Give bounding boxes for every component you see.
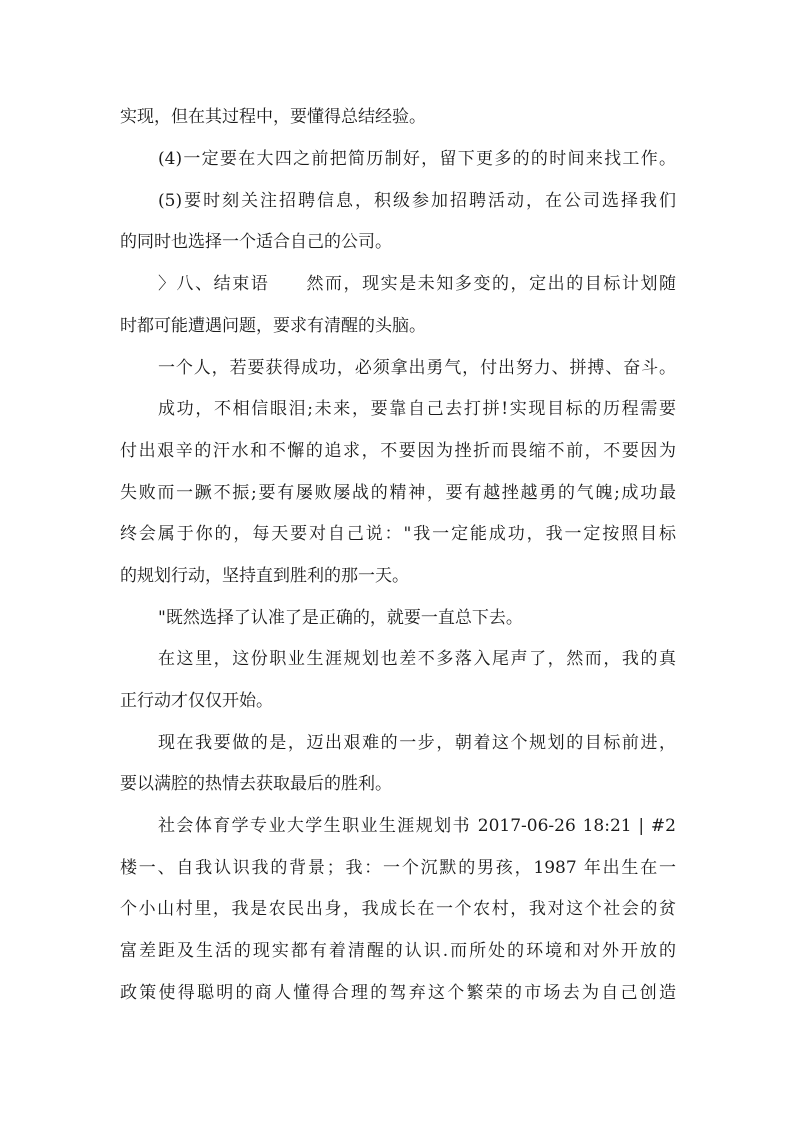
text-line: 终会属于你的，每天要对自己说："我一定能成功，我一定按照目标: [120, 524, 676, 544]
text-line: 政策使得聪明的商人懂得合理的驾弃这个繁荣的市场去为自己创造: [120, 983, 676, 1003]
text-line: 要以满腔的热情去获取最后的胜利。: [120, 774, 392, 794]
text-line: "既然选择了认准了是正确的，就要一直总下去。: [158, 608, 523, 628]
text-line: 正行动才仅仅开始。: [120, 691, 273, 711]
text-line: 的规划行动，坚持直到胜利的那一天。: [120, 566, 409, 586]
text-line: 个小山村里，我是农民出身，我成长在一个农村，我对这个社会的贫: [120, 899, 676, 919]
text-line: 现在我要做的是，迈出艰难的一步，朝着这个规划的目标前进，: [158, 733, 676, 753]
text-line: 富差距及生活的现实都有着清醒的认识.而所处的环境和对外开放的: [120, 941, 676, 961]
text-line: 失败而一蹶不振;要有屡败屡战的精神，要有越挫越勇的气魄;成功最: [120, 483, 676, 503]
text-line: 一个人，若要获得成功，必须拿出勇气，付出努力、拼搏、奋斗。: [158, 358, 676, 378]
text-line: 的同时也选择一个适合自己的公司。: [120, 232, 392, 252]
text-line: (4)一定要在大四之前把简历制好，留下更多的的时间来找工作。: [158, 149, 676, 169]
text-line: 楼一、自我认识我的背景；我：一个沉默的男孩，1987 年出生在一: [120, 858, 676, 878]
text-line: 成功，不相信眼泪;未来，要靠自己去打拼!实现目标的历程需要: [158, 399, 676, 419]
text-line: 付出艰辛的汗水和不懈的追求，不要因为挫折而畏缩不前，不要因为: [120, 441, 676, 461]
text-line: 社会体育学专业大学生职业生涯规划书 2017-06-26 18:21 | #2: [158, 816, 676, 836]
text-line: 在这里，这份职业生涯规划也差不多落入尾声了，然而，我的真: [158, 649, 676, 669]
text-line: 时都可能遭遇问题，要求有清醒的头脑。: [120, 316, 426, 336]
section-heading-line: 〉八、结束语 然而，现实是未知多变的，定出的目标计划随: [158, 274, 676, 294]
text-line: (5)要时刻关注招聘信息，积级参加招聘活动，在公司选择我们: [158, 191, 676, 211]
text-line: 实现，但在其过程中，要懂得总结经验。: [120, 107, 426, 127]
